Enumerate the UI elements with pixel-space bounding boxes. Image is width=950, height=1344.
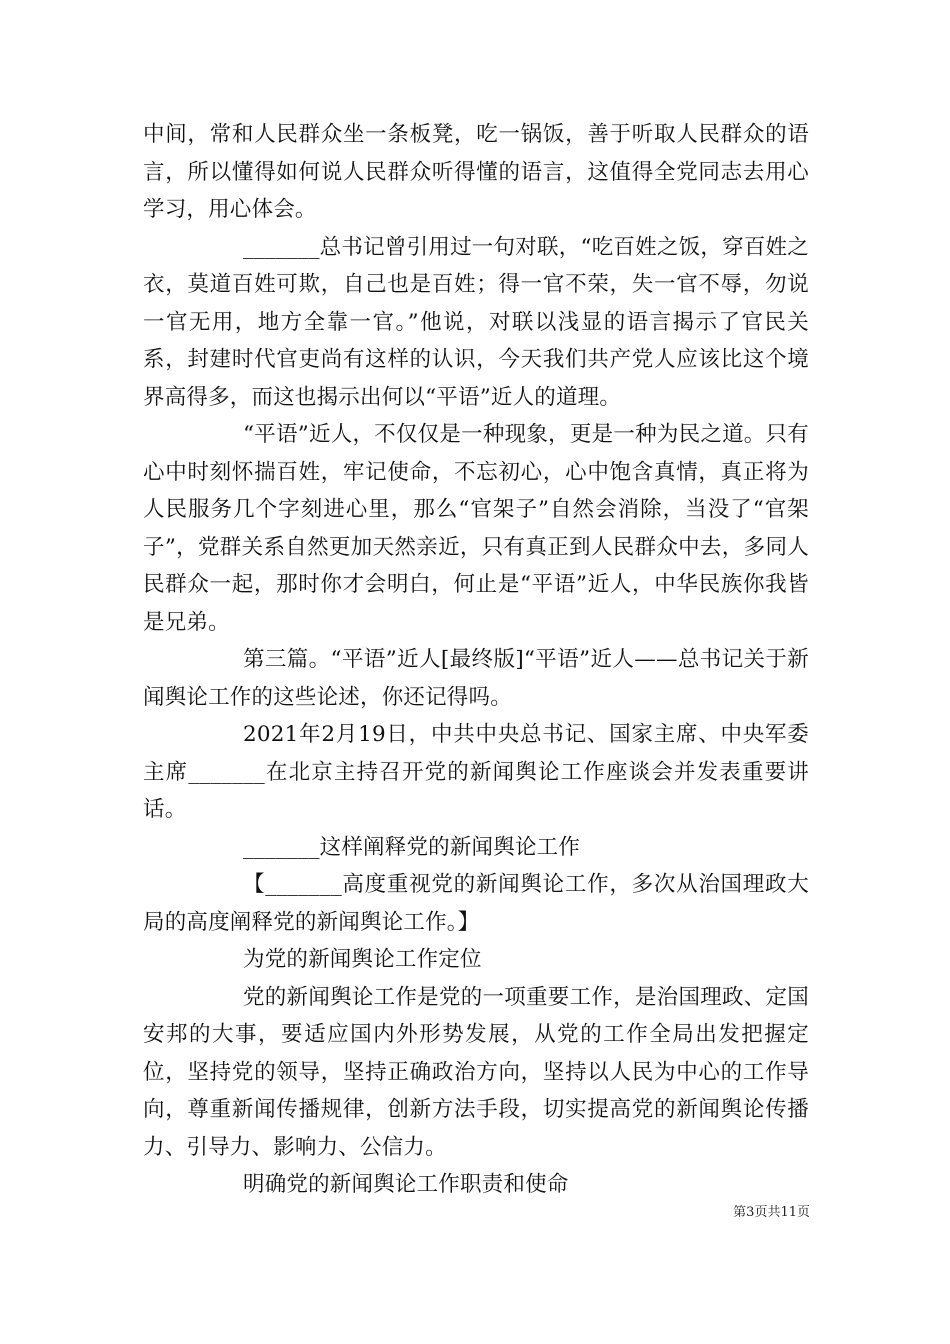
section-heading-2: 为党的新闻舆论工作定位 — [243, 947, 482, 972]
paragraph-4: 第三篇。“平语”近人[最终版]“平语”近人——总书记关于新闻舆论工作的这些论述，你还记得吗。 — [143, 647, 809, 710]
section-heading-3: 明确党的新闻舆论工作职责和使命 — [243, 1172, 569, 1197]
intro-paragraph: 【_______高度重视党的新闻舆论工作，多次从治国理政大局的高度阐释党的新闻舆论工作。】 — [143, 872, 809, 935]
section-heading-1: _______这样阐释党的新闻舆论工作 — [243, 834, 581, 860]
page-number: 第3页共11页 — [733, 1205, 810, 1220]
paragraph-6: 党的新闻舆论工作是党的一项重要工作，是治国理政、定国安邦的大事，要适应国内外形势发展，从党的工作全局出发把握定位，坚持党的领导，坚持正确政治方向，坚持以人民为中心的工作导向，尊重新闻传播规律，创新方法手段，切实提高党的新闻舆论传播力、引导力、影响力、公信力。 — [143, 984, 809, 1160]
paragraph-3: “平语”近人，不仅仅是一种现象，更是一种为民之道。只有心中时刻怀揣百姓，牢记使命，不忘初心，心中饱含真情，真正将为人民服务几个字刻进心里，那么“官架子”自然会消除，当没了“官架子”，党群关系自然更加天然亲近，只有真正到人民群众中去，多同人民群众一起，那时你才会明白，何止是“平语”近人，中华民族你我皆是兄弟。 — [143, 422, 809, 635]
document-body — [143, 116, 809, 1204]
paragraph-5: 2021年2月19日，中共中央总书记、国家主席、中央军委主席_______在北京主持召开党的新闻舆论工作座谈会并发表重要讲话。 — [143, 722, 809, 822]
paragraph-2: _______总书记曾引用过一句对联，“吃百姓之饭，穿百姓之衣，莫道百姓可欺，自己也是百姓；得一官不荣，失一官不辱，勿说一官无用，地方全靠一官。”他说，对联以浅显的语言揭示了官民关系，封建时代官吏尚有这样的认识，今天我们共产党人应该比这个境界高得多，而这也揭示出何以“平语”近人的道理。 — [143, 234, 809, 410]
paragraph-1: 中间，常和人民群众坐一条板凳，吃一锅饭，善于听取人民群众的语言，所以懂得如何说人民群众听得懂的语言，这值得全党同志去用心学习，用心体会。 — [143, 122, 809, 222]
